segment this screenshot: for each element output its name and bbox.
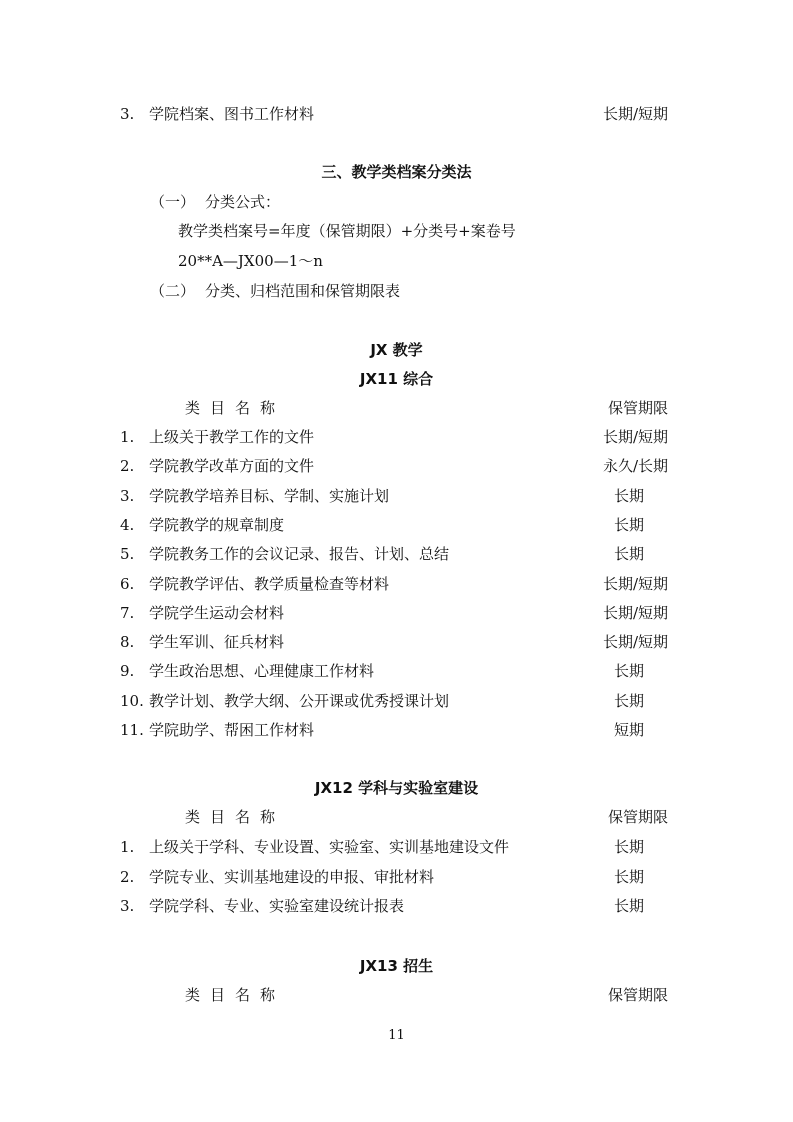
item-number: 5. (120, 545, 135, 564)
item-text: 学院教学的规章制度 (149, 515, 285, 534)
section-title: 三、教学类档案分类法 (321, 163, 472, 181)
item-number: 3. (120, 897, 135, 915)
item-period: 短期 (613, 721, 644, 739)
item-period: 长期/短期 (602, 574, 668, 593)
subcategory-title: JX13 招生 (359, 957, 434, 975)
item-period: 长期 (613, 515, 644, 534)
table-header (185, 399, 668, 417)
item-number: 7. (120, 603, 135, 622)
table-header (185, 986, 668, 1004)
item-number: 9. (120, 662, 135, 681)
list-item (120, 662, 668, 680)
list-item (120, 604, 668, 622)
item-text: 学生政治思想、心理健康工作材料 (149, 662, 375, 681)
item-text: 学院教学培养目标、学制、实施计划 (149, 486, 390, 505)
list-item (120, 487, 668, 505)
item-number: 3. (120, 105, 135, 123)
page-number: 11 (388, 1028, 405, 1043)
list-item (120, 545, 668, 563)
item-number: 2. (120, 867, 135, 886)
item-text: 学院助学、帮困工作材料 (149, 721, 315, 739)
subcategory-title: JX12 学科与实验室建设 (314, 779, 479, 797)
item-number: 3. (120, 486, 135, 505)
item-period: 长期/短期 (602, 428, 668, 446)
item-number: 6. (120, 574, 135, 593)
item-period: 长期/短期 (602, 603, 668, 622)
item-number: 1. (120, 838, 135, 856)
item-period: 长期 (613, 691, 644, 710)
item-number: 11. (120, 721, 144, 739)
item-text: 上级关于学科、专业设置、实验室、实训基地建设文件 (149, 838, 510, 856)
list-item (120, 428, 668, 446)
column-name-header: 类目名称 (185, 986, 286, 1004)
item-period: 永久/长期 (602, 457, 668, 476)
list-item (120, 692, 668, 710)
formula-label: 分类公式： (205, 193, 281, 211)
subcategory-title: JX11 综合 (359, 370, 434, 388)
column-period-header: 保管期限 (607, 986, 668, 1004)
list-item (120, 897, 668, 915)
range-label: 分类、归档范围和保管期限表 (205, 282, 401, 300)
formula-label-number: （一） (150, 193, 196, 211)
list-item (120, 105, 668, 123)
list-item (120, 575, 668, 593)
item-number: 8. (120, 633, 135, 652)
formula-line-1: 教学类档案号=年度（保管期限）+分类号+案卷号 (178, 222, 516, 240)
item-period: 长期/短期 (602, 105, 668, 123)
item-period: 长期 (613, 897, 644, 915)
item-text: 学院教学评估、教学质量检查等材料 (149, 574, 390, 593)
item-period: 长期 (613, 867, 644, 886)
item-period: 长期 (613, 838, 644, 856)
item-text: 学院专业、实训基地建设的申报、审批材料 (149, 867, 435, 886)
item-text: 学生军训、征兵材料 (149, 633, 285, 652)
item-period: 长期 (613, 662, 644, 681)
table-header (185, 808, 668, 826)
item-text: 上级关于教学工作的文件 (149, 428, 315, 446)
category-title: JX 教学 (370, 341, 423, 359)
item-number: 2. (120, 457, 135, 476)
item-text: 学院档案、图书工作材料 (149, 105, 315, 123)
list-item (120, 457, 668, 475)
column-name-header: 类目名称 (185, 808, 286, 826)
item-text: 学院教学改革方面的文件 (149, 457, 315, 476)
item-text: 学院学生运动会材料 (149, 603, 285, 622)
column-period-header: 保管期限 (607, 399, 668, 417)
list-item (120, 868, 668, 886)
item-period: 长期 (613, 545, 644, 564)
item-number: 10. (120, 691, 144, 710)
item-number: 4. (120, 515, 135, 534)
item-text: 教学计划、教学大纲、公开课或优秀授课计划 (149, 691, 450, 710)
list-item (120, 633, 668, 651)
list-item (120, 838, 668, 856)
item-period: 长期/短期 (602, 633, 668, 652)
item-number: 1. (120, 428, 135, 446)
list-item (120, 516, 668, 534)
column-period-header: 保管期限 (607, 808, 668, 826)
list-item (120, 721, 668, 739)
formula-line-2: 20**A—JX00—1～n (178, 252, 323, 270)
item-text: 学院教务工作的会议记录、报告、计划、总结 (149, 545, 450, 564)
item-period: 长期 (613, 486, 644, 505)
column-name-header: 类目名称 (185, 399, 286, 417)
item-text: 学院学科、专业、实验室建设统计报表 (149, 897, 405, 915)
range-label-number: （二） (150, 282, 196, 300)
